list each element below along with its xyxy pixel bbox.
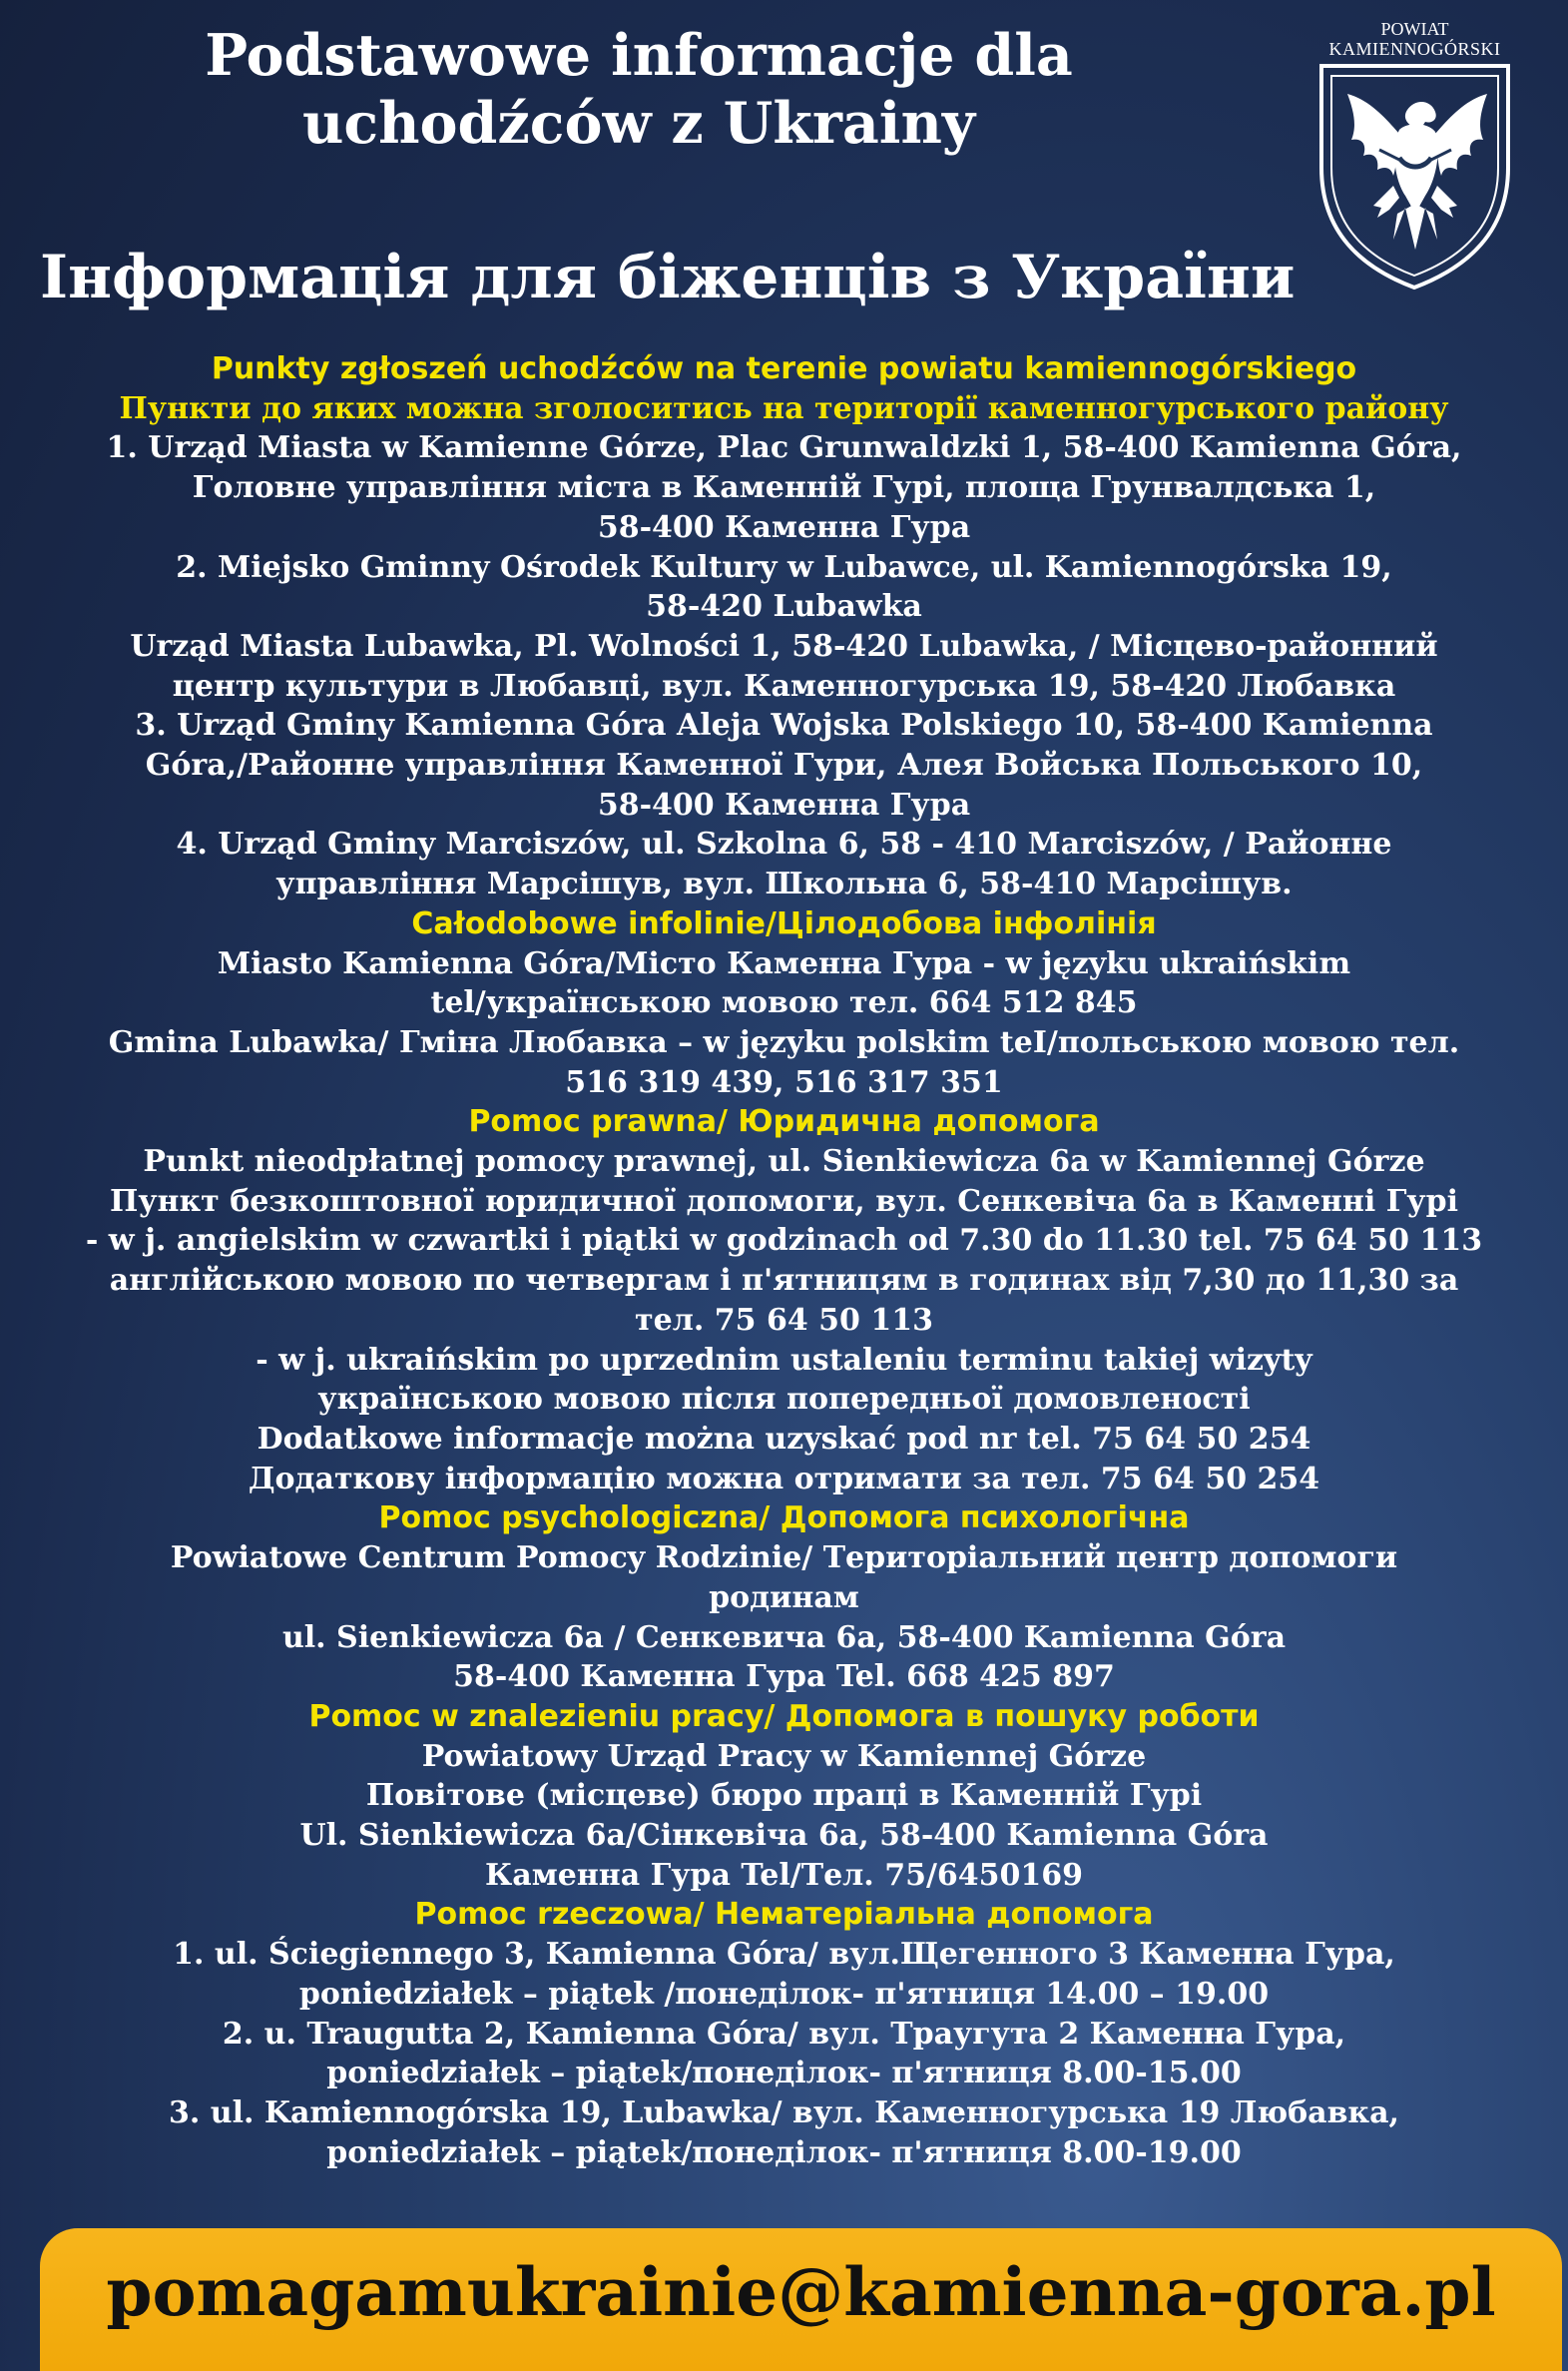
info-line: управління Марсішув, вул. Школьна 6, 58-410 Марсішув. — [275, 867, 1293, 902]
title-polish — [90, 22, 1188, 158]
info-line: ul. Sienkiewicza 6a / Сенкевича 6а, 58-400 Kamienna Góra — [281, 1619, 1287, 1655]
info-line: Головне управління міста в Каменній Гурі, площа Грунвалдська 1, — [192, 470, 1376, 506]
info-line: - w j. ukraińskim po uprzednim ustaleniu terminu takiej wizyty — [256, 1342, 1312, 1378]
info-line: Додаткову інформацію можна отримати за тел. 75 64 50 254 — [248, 1461, 1320, 1496]
email-banner — [40, 2228, 1562, 2371]
info-line: 4. Urząd Gminy Marciszów, ul. Szkolna 6, 58 - 410 Marciszów, / Районне — [176, 827, 1392, 863]
info-line: 58-420 Lubawka — [646, 589, 922, 625]
powiat-crest — [1307, 18, 1522, 293]
info-line: Gmina Lubawka/ Гміна Любавка – w języku polskim teI/польською мовою тел. — [108, 1024, 1460, 1060]
info-line: Повітове (місцеве) бюро праці в Каменній Гурі — [365, 1778, 1203, 1814]
crest-label-name: KAMIENNOGÓRSKI — [1328, 39, 1501, 59]
crest-label-powiat: POWIAT — [1380, 19, 1449, 39]
eagle-crest-icon — [1307, 18, 1522, 293]
title-ukrainian: Інформація для біженців з України — [40, 243, 1296, 312]
info-line: Miasto Kamienna Góra/Місто Каменна Гура - w języku ukraińskim — [217, 945, 1351, 981]
info-line: poniedziałek – piątek/понеділок- п'ятниця 8.00-19.00 — [326, 2134, 1242, 2170]
info-line: 1. Urząd Miasta w Kamienne Górze, Plac Grunwaldzki 1, 58-400 Kamienna Góra, — [106, 430, 1462, 466]
info-line: англійською мовою по четвергам і п'ятницям в годинах від 7,30 до 11,30 за — [109, 1263, 1459, 1299]
info-line: українською мовою після попередньої домовленості — [317, 1382, 1251, 1418]
section-subheading: Пункти до яких можна зголоситись на території каменногурського району — [119, 390, 1449, 426]
contact-email-link[interactable]: pomagamukrainie@kamienna-gora.pl — [106, 2253, 1496, 2331]
info-line: 1. ul. Ściegiennego 3, Kamienna Góra/ вул.Щегенного 3 Каменна Гура, — [173, 1937, 1395, 1973]
section-heading: Całodobowe infolinie/Цілодобова інфолінія — [411, 905, 1157, 941]
info-line: тел. 75 64 50 113 — [635, 1302, 933, 1338]
title-polish-line2: uchodźców z Ukrainy — [301, 90, 976, 157]
info-line: - w j. angielskim w czwartki i piątki w godzinach od 7.30 do 11.30 tel. 75 64 50 113 — [85, 1223, 1483, 1259]
info-line: Punkt nieodpłatnej pomocy prawnej, ul. Sienkiewicza 6a w Kamiennej Górze — [143, 1144, 1425, 1180]
info-line: Каменна Гура Tel/Тел. 75/6450169 — [484, 1857, 1084, 1893]
info-line: центр культури в Любавці, вул. Каменногурська 19, 58-420 Любавка — [172, 668, 1396, 704]
section-heading: Punkty zgłoszeń uchodźców na terenie powiatu kamiennogórskiego — [211, 351, 1357, 386]
info-line: 2. u. Traugutta 2, Kamienna Góra/ вул. Траугута 2 Каменна Гура, — [222, 2016, 1346, 2052]
info-line: poniedziałek – piątek /понеділок- п'ятниця 14.00 – 19.00 — [298, 1976, 1270, 2012]
section-heading: Pomoc w znalezieniu pracy/ Допомога в пошуку роботи — [308, 1698, 1260, 1734]
section-heading: Pomoc psychologiczna/ Допомога психологічна — [378, 1500, 1190, 1536]
info-line: 2. Miejsko Gminny Ośrodek Kultury w Lubawce, ul. Kamiennogórska 19, — [176, 549, 1392, 585]
info-line: Dodatkowe informacje można uzyskać pod nr tel. 75 64 50 254 — [257, 1421, 1311, 1457]
info-line: tel/українською мовою тел. 664 512 845 — [430, 985, 1138, 1021]
info-line: 58-400 Каменна Гура Tel. 668 425 897 — [453, 1659, 1115, 1695]
info-line: Powiatowy Urząd Pracy w Kamiennej Górze — [421, 1738, 1147, 1774]
info-line: 3. ul. Kamiennogórska 19, Lubawka/ вул. Каменногурська 19 Любавка, — [169, 2094, 1399, 2130]
info-line: 3. Urząd Gminy Kamienna Góra Aleja Wojska Polskiego 10, 58-400 Kamienna — [135, 708, 1433, 744]
section-heading: Pomoc prawna/ Юридична допомога — [468, 1104, 1100, 1140]
information-body — [20, 349, 1548, 2172]
info-line: Urząd Miasta Lubawka, Pl. Wolności 1, 58-420 Lubawka, / Місцево-районний — [130, 628, 1438, 664]
info-line: 58-400 Каменна Гура — [597, 509, 971, 545]
info-line: родинам — [709, 1579, 859, 1615]
info-line: Góra,/Районне управління Каменної Гури, Алея Войська Польського 10, — [145, 748, 1423, 784]
info-line: Пункт безкоштовної юридичної допомоги, вул. Сенкевіча 6а в Каменні Гурі — [110, 1183, 1458, 1219]
info-line: poniedziałek – piątek/понеділок- п'ятниця 8.00-15.00 — [326, 2056, 1242, 2091]
info-line: Ul. Sienkiewicza 6a/Сінкевіча 6а, 58-400 Kamienna Góra — [299, 1818, 1269, 1854]
info-line: 58-400 Каменна Гура — [597, 787, 971, 823]
info-line: 516 319 439, 516 317 351 — [565, 1064, 1003, 1100]
info-line: Powiatowe Centrum Pomocy Rodzinie/ Територіальний центр допомоги — [170, 1540, 1398, 1576]
title-polish-line1: Podstawowe informacje dla — [205, 22, 1073, 89]
section-heading: Pomoc rzeczowa/ Нематеріальна допомога — [414, 1897, 1154, 1933]
